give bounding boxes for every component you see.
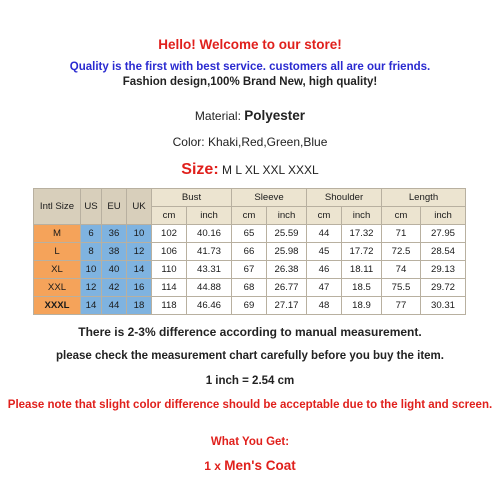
length-cm-cell: 72.5: [382, 243, 421, 261]
shoulder-inch-cell: 18.9: [342, 297, 382, 315]
sleeve-cm-cell: 65: [232, 225, 267, 243]
size-cell: M: [34, 225, 81, 243]
size-cell: XXL: [34, 279, 81, 297]
subheader-cm: cm: [382, 207, 421, 225]
header-sleeve: Sleeve: [232, 189, 307, 207]
length-inch-cell: 29.13: [421, 261, 466, 279]
conversion-note: 1 inch = 2.54 cm: [205, 375, 295, 387]
bust-inch-cell: 41.73: [187, 243, 232, 261]
bust-cm-cell: 114: [152, 279, 187, 297]
eu-cell: 42: [102, 279, 127, 297]
what-you-get-heading: What You Get:: [210, 436, 290, 448]
size-value: M L XL XXL XXXL: [221, 163, 319, 177]
table-row: [34, 261, 466, 279]
shoulder-inch-cell: 18.5: [342, 279, 382, 297]
package-item: [0, 458, 500, 473]
length-cm-cell: 71: [382, 225, 421, 243]
header-eu: EU: [102, 189, 127, 225]
fashion-tagline: Fashion design,100% Brand New, high quality!: [122, 76, 378, 88]
shoulder-cm-cell: 46: [307, 261, 342, 279]
bust-inch-cell: 46.46: [187, 297, 232, 315]
sleeve-inch-cell: 26.38: [267, 261, 307, 279]
uk-cell: 18: [127, 297, 152, 315]
subheader-cm: cm: [307, 207, 342, 225]
size-line: [0, 161, 500, 179]
size-label: Size:: [181, 161, 219, 178]
eu-cell: 38: [102, 243, 127, 261]
size-cell: L: [34, 243, 81, 261]
difference-note: There is 2-3% difference according to manual measurement.: [78, 325, 422, 339]
eu-cell: 36: [102, 225, 127, 243]
sleeve-inch-cell: 25.59: [267, 225, 307, 243]
welcome-heading: Hello! Welcome to our store!: [158, 37, 342, 52]
bust-inch-cell: 44.88: [187, 279, 232, 297]
us-cell: 10: [81, 261, 102, 279]
us-cell: 6: [81, 225, 102, 243]
sleeve-cm-cell: 68: [232, 279, 267, 297]
us-cell: 8: [81, 243, 102, 261]
us-cell: 12: [81, 279, 102, 297]
sleeve-cm-cell: 66: [232, 243, 267, 261]
shoulder-cm-cell: 47: [307, 279, 342, 297]
shoulder-inch-cell: 17.32: [342, 225, 382, 243]
table-row: [34, 297, 466, 315]
material-label: Material:: [194, 109, 241, 123]
uk-cell: 10: [127, 225, 152, 243]
subheader-inch: inch: [187, 207, 232, 225]
header-shoulder: Shoulder: [307, 189, 382, 207]
header-us: US: [81, 189, 102, 225]
material-value: Polyester: [244, 108, 306, 123]
bust-cm-cell: 110: [152, 261, 187, 279]
item-quantity: 1 x: [204, 459, 221, 473]
sleeve-cm-cell: 67: [232, 261, 267, 279]
shoulder-inch-cell: 17.72: [342, 243, 382, 261]
shoulder-cm-cell: 44: [307, 225, 342, 243]
color-value: Khaki,Red,Green,Blue: [207, 135, 328, 149]
check-note: please check the measurement chart carefully before you buy the item.: [56, 350, 444, 362]
sleeve-cm-cell: 69: [232, 297, 267, 315]
size-cell: XL: [34, 261, 81, 279]
material-line: [0, 108, 500, 123]
table-row: [34, 243, 466, 261]
table-row: [34, 225, 466, 243]
length-cm-cell: 75.5: [382, 279, 421, 297]
color-difference-note: Please note that slight color difference should be acceptable due to the light and screen.: [7, 399, 493, 411]
uk-cell: 16: [127, 279, 152, 297]
length-inch-cell: 30.31: [421, 297, 466, 315]
item-name: Men's Coat: [224, 458, 296, 473]
shoulder-inch-cell: 18.11: [342, 261, 382, 279]
uk-cell: 12: [127, 243, 152, 261]
length-inch-cell: 29.72: [421, 279, 466, 297]
length-inch-cell: 28.54: [421, 243, 466, 261]
subheader-cm: cm: [232, 207, 267, 225]
length-cm-cell: 74: [382, 261, 421, 279]
sleeve-inch-cell: 27.17: [267, 297, 307, 315]
subheader-inch: inch: [342, 207, 382, 225]
bust-cm-cell: 118: [152, 297, 187, 315]
header-intl-size: Intl Size: [34, 189, 81, 225]
header-length: Length: [382, 189, 466, 207]
table-row: [34, 279, 466, 297]
bust-inch-cell: 43.31: [187, 261, 232, 279]
uk-cell: 14: [127, 261, 152, 279]
subheader-cm: cm: [152, 207, 187, 225]
eu-cell: 44: [102, 297, 127, 315]
eu-cell: 40: [102, 261, 127, 279]
size-chart-table: [33, 188, 466, 315]
sleeve-inch-cell: 26.77: [267, 279, 307, 297]
color-line: [0, 135, 500, 149]
shoulder-cm-cell: 48: [307, 297, 342, 315]
header-bust: Bust: [152, 189, 232, 207]
subheader-inch: inch: [267, 207, 307, 225]
us-cell: 14: [81, 297, 102, 315]
header-uk: UK: [127, 189, 152, 225]
length-inch-cell: 27.95: [421, 225, 466, 243]
bust-inch-cell: 40.16: [187, 225, 232, 243]
size-cell: XXXL: [34, 297, 81, 315]
color-label: Color:: [172, 135, 205, 149]
bust-cm-cell: 102: [152, 225, 187, 243]
quality-tagline: Quality is the first with best service. customers all are our friends.: [69, 61, 431, 73]
subheader-inch: inch: [421, 207, 466, 225]
length-cm-cell: 77: [382, 297, 421, 315]
shoulder-cm-cell: 45: [307, 243, 342, 261]
sleeve-inch-cell: 25.98: [267, 243, 307, 261]
bust-cm-cell: 106: [152, 243, 187, 261]
